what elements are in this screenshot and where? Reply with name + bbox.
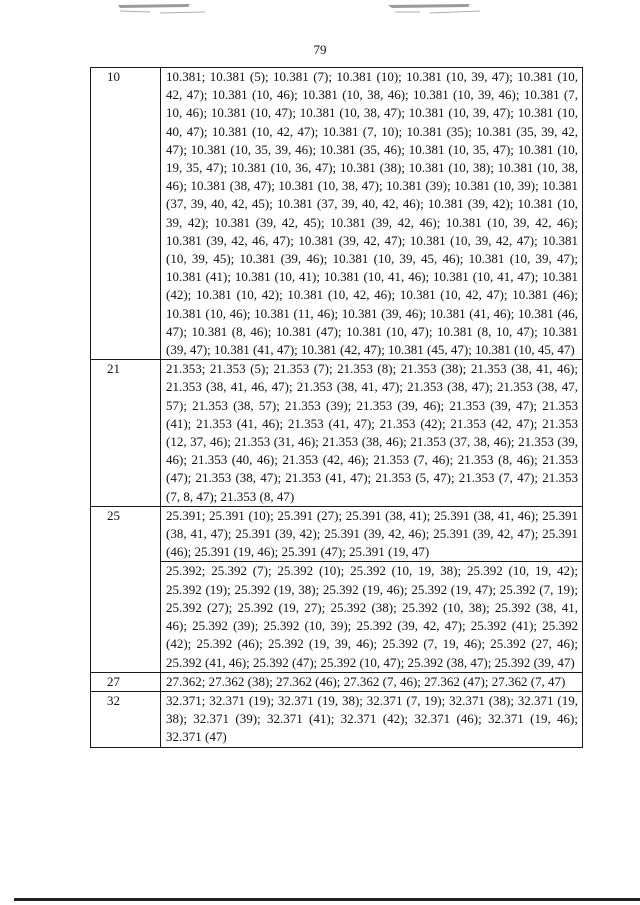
row-number: 32 bbox=[91, 691, 161, 747]
row-number: 21 bbox=[91, 360, 161, 507]
row-number: 10 bbox=[91, 68, 161, 360]
table-row bbox=[91, 672, 583, 691]
table-row bbox=[91, 68, 583, 360]
row-values: 25.391; 25.391 (10); 25.391 (27); 25.391 (38, 41); 25.391 (38, 41, 46); 25.391 (38, 41, 47); 25.391 (39, 42); 25.391 (39, 42, 46); 25.391 (39, 42, 47); 25.391 (46); 25.391 (19, 46); 25.391 (47); 25.391 (19, 47) bbox=[161, 506, 583, 562]
table-row bbox=[91, 360, 583, 507]
row-values: 27.362; 27.362 (38); 27.362 (46); 27.362 (7, 46); 27.362 (47); 27.362 (7, 47) bbox=[161, 672, 583, 691]
scan-artifact-top bbox=[0, 0, 640, 16]
scan-artifact-bottom bbox=[14, 898, 640, 901]
table-row bbox=[91, 506, 583, 562]
row-values: 10.381; 10.381 (5); 10.381 (7); 10.381 (10); 10.381 (10, 39, 47); 10.381 (10, 42, 47); 10.381 (10, 46); 10.381 (10, 38, 46); 10.381 (10, 39, 46); 10.381 (7, 10, 46); 10.381 (10, 47); 10.381 (10, 38, 47); 10.381 (10, 39, 47); 10.381 (10, 40, 47); 10.381 (10, 42, 47); 10.381 (7, 10); 10.381 (35); 10.381 (35, 39, 42, 47); 10.381 (10, 35, 39, 46); 10.381 (35, 46); 10.381 (10, 35, 47); 10.381 (10, 19, 35, 47); 10.381 (10, 36, 47); 10.381 (38); 10.381 (10, 38); 10.381 (10, 38, 46); 10.381 (38, 47); 10.381 (10, 38, 47); 10.381 (39); 10.381 (10, 39); 10.381 (37, 39, 40, 42, 45); 10.381 (37, 39, 40, 42, 46); 10.381 (39, 42); 10.381 (10, 39, 42); 10.381 (39, 42, 45); 10.381 (39, 42, 46); 10.381 (10, 39, 42, 46); 10.381 (39, 42, 46, 47); 10.381 (39, 42, 47); 10.381 (10, 39, 42, 47); 10.381 (10, 39, 45); 10.381 (39, 46); 10.381 (10, 39, 45, 46); 10.381 (10, 39, 47); 10.381 (41); 10.381 (10, 41); 10.381 (10, 41, 46); 10.381 (10, 41, 47); 10.381 (42); 10.381 (10, 42); 10.381 (10, 42, 46); 10.381 (10, 42, 47); 10.381 (46); 10.381 (10, 46); 10.381 (11, 46); 10.381 (39, 46); 10.381 (41, 46); 10.381 (46, 47); 10.381 (8, 46); 10.381 (47); 10.381 (10, 47); 10.381 (8, 10, 47); 10.381 (39, 47); 10.381 (41, 47); 10.381 (42, 47); 10.381 (45, 47); 10.381 (10, 45, 47) bbox=[161, 68, 583, 360]
code-table bbox=[90, 67, 583, 748]
row-values: 32.371; 32.371 (19); 32.371 (19, 38); 32.371 (7, 19); 32.371 (38); 32.371 (19, 38); 32.371 (39); 32.371 (41); 32.371 (42); 32.371 (46); 32.371 (19, 46); 32.371 (47) bbox=[161, 691, 583, 747]
row-values: 25.392; 25.392 (7); 25.392 (10); 25.392 (10, 19, 38); 25.392 (10, 19, 42); 25.392 (19); 25.392 (19, 38); 25.392 (19, 46); 25.392 (19, 47); 25.392 (7, 19); 25.392 (27); 25.392 (19, 27); 25.392 (38); 25.392 (10, 38); 25.392 (38, 41, 46); 25.392 (39); 25.392 (10, 39); 25.392 (39, 42, 47); 25.392 (41); 25.392 (42); 25.392 (46); 25.392 (19, 39, 46); 25.392 (7, 19, 46); 25.392 (27, 46); 25.392 (41, 46); 25.392 (47); 25.392 (10, 47); 25.392 (38, 47); 25.392 (39, 47) bbox=[161, 562, 583, 672]
table-row bbox=[91, 691, 583, 747]
row-number: 27 bbox=[91, 672, 161, 691]
table-row bbox=[91, 562, 583, 672]
row-number: 25 bbox=[91, 506, 161, 672]
page-number: 79 bbox=[313, 42, 327, 57]
row-values: 21.353; 21.353 (5); 21.353 (7); 21.353 (8); 21.353 (38); 21.353 (38, 41, 46); 21.353 (38, 41, 46, 47); 21.353 (38, 41, 47); 21.353 (38, 47); 21.353 (38, 47, 57); 21.353 (38, 57); 21.353 (39); 21.353 (39, 46); 21.353 (39, 47); 21.353 (41); 21.353 (41, 46); 21.353 (41, 47); 21.353 (42); 21.353 (42, 47); 21.353 (12, 37, 46); 21.353 (31, 46); 21.353 (38, 46); 21.353 (37, 38, 46); 21.353 (39, 46); 21.353 (40, 46); 21.353 (42, 46); 21.353 (7, 46); 21.353 (8, 46); 21.353 (47); 21.353 (38, 47); 21.353 (41, 47); 21.353 (5, 47); 21.353 (7, 47); 21.353 (7, 8, 47); 21.353 (8, 47) bbox=[161, 360, 583, 507]
